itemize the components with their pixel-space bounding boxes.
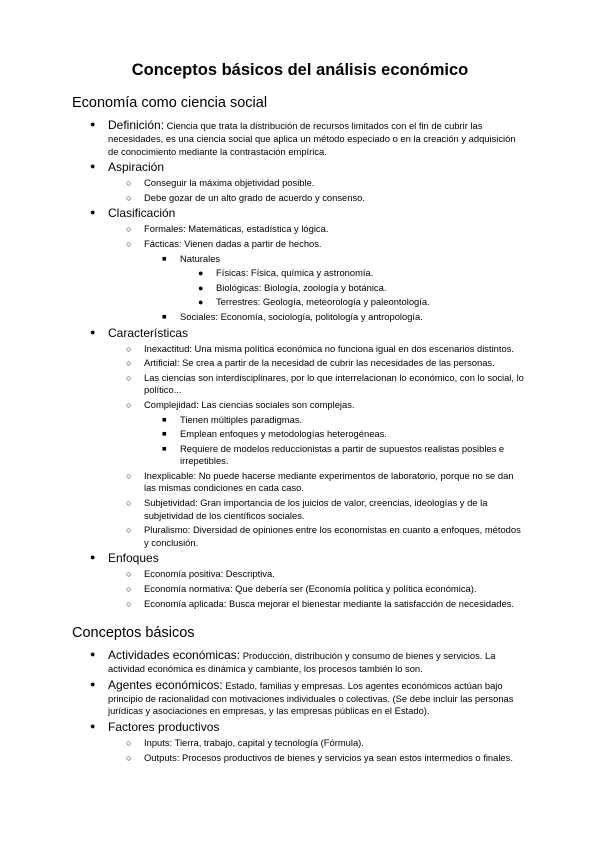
- item-text: Complejidad: Las ciencias sociales son complejas.: [144, 398, 355, 410]
- item-text: Estado, familias y empresas. Los agentes económicos actúan bajo principio de racionalidad con motivaciones individuales o colectivas. (Se debe incluir las personas jurídicas y asociaciones en empresas, y las empresas públicas en el Estado).: [108, 679, 514, 717]
- bullet-list: [72, 648, 528, 764]
- square-bullet-icon: ■: [162, 414, 167, 424]
- circle-bullet-icon: ○: [126, 569, 132, 580]
- item-text: Inexactitud: Una misma política económica no funciona igual en dos escenarios distintos.: [144, 342, 514, 354]
- item-text: Economía aplicada: Busca mejorar el bienestar mediante la satisfacción de necesidades.: [144, 597, 515, 609]
- list-item: [72, 372, 528, 397]
- list-item: [72, 568, 528, 581]
- list-item: [72, 238, 528, 251]
- list-item: [72, 720, 528, 735]
- circle-bullet-icon: ○: [126, 358, 132, 369]
- section-heading: Economía como ciencia social: [72, 95, 268, 111]
- item-text: Emplean enfoques y metodologías heterogéneas.: [180, 428, 387, 440]
- bullet-list: [72, 118, 528, 610]
- circle-bullet-icon: ○: [126, 525, 132, 536]
- square-bullet-icon: ■: [162, 429, 167, 439]
- circle-bullet-icon: ○: [126, 238, 132, 249]
- circle-bullet-icon: ○: [126, 192, 132, 203]
- circle-bullet-icon: ○: [126, 584, 132, 595]
- list-item: [72, 343, 528, 356]
- item-text: Conseguir la máxima objetividad posible.: [144, 177, 315, 189]
- disc-bullet-icon: ●: [90, 207, 96, 218]
- item-text: Requiere de modelos reduccionistas a partir de supuestos realistas posibles e irrepetibles.: [180, 442, 505, 467]
- item-text: Inputs: Tierra, trabajo, capital y tecnología (Fórmula).: [144, 737, 364, 748]
- circle-bullet-icon: ○: [126, 470, 132, 481]
- item-text: Artificial: Se crea a partir de la necesidad de cubrir las necesidades de las personas.: [144, 357, 495, 369]
- item-text: Ciencia que trata la distribución de recursos limitados con el fin de cubrir las necesidades, es una ciencia social que aplica un método especiado o en la creación y adquisición de conocimiento mediante la contrastación empírica.: [108, 120, 516, 157]
- list-item: [72, 737, 528, 750]
- list-item: [72, 470, 528, 495]
- item-text: Pluralismo: Diversidad de opiniones entre los economistas en cuanto a enfoques, métodos y conclusión.: [144, 524, 521, 548]
- item-text: Economía normativa: Que debería ser (Economía política y política económica).: [144, 583, 477, 595]
- disc-bullet-icon: ●: [90, 721, 96, 731]
- list-item: [72, 399, 528, 412]
- term-label: Factores productivos: [108, 720, 220, 734]
- list-item: [72, 524, 528, 549]
- item-text: Formales: Matemáticas, estadística y lógica.: [144, 223, 329, 235]
- circle-bullet-icon: ○: [126, 752, 132, 763]
- list-item: [72, 326, 528, 341]
- list-item: [72, 253, 528, 266]
- term-label: Definición:: [108, 118, 165, 132]
- term-label: Clasificación: [108, 206, 176, 221]
- section-heading: Conceptos básicos: [72, 625, 195, 642]
- item-text: Tienen múltiples paradigmas.: [180, 413, 303, 425]
- list-item: [72, 648, 528, 676]
- circle-bullet-icon: ○: [126, 738, 132, 748]
- disc-bullet-icon: ●: [90, 678, 96, 689]
- list-item: [72, 296, 528, 309]
- term-label: Agentes económicos:: [108, 677, 223, 692]
- circle-bullet-icon: ○: [126, 399, 132, 410]
- item-text: Subjetividad: Gran importancia de los juicios de valor, creencias, ideologías y de la subjetividad de los científicos sociales.: [144, 497, 488, 521]
- square-bullet-icon: ■: [162, 311, 167, 321]
- document-title: Conceptos básicos del análisis económico: [131, 61, 469, 79]
- list-item: [72, 678, 528, 718]
- square-bullet-icon: ■: [162, 253, 167, 263]
- list-item: [72, 551, 528, 566]
- item-text: Fácticas: Vienen dadas a partir de hechos.: [144, 237, 322, 249]
- disc-bullet-icon: ●: [90, 119, 96, 129]
- item-text: Biológicas: Biología, zoología y botánica.: [216, 281, 387, 293]
- item-text: Producción, distribución y consumo de bienes y servicios. La actividad económica es dinámica y cambiante, los procesos también lo son.: [108, 650, 496, 675]
- item-text: Inexplicable: No puede hacerse mediante experimentos de laboratorio, porque no se dan las mismas condiciones en cada caso.: [144, 469, 514, 494]
- circle-bullet-icon: ○: [126, 178, 132, 189]
- square-bullet-icon: ■: [162, 443, 167, 453]
- list-item: [72, 497, 528, 522]
- list-item: [72, 206, 528, 221]
- list-item: [72, 357, 528, 370]
- item-text: Economía positiva: Descriptiva.: [144, 568, 275, 580]
- disc-bullet-icon: ●: [198, 268, 204, 279]
- term-label: Enfoques: [108, 551, 159, 566]
- list-item: [72, 192, 528, 205]
- list-item: [72, 443, 528, 468]
- list-item: [72, 311, 528, 324]
- list-item: [72, 282, 528, 295]
- disc-bullet-icon: ●: [90, 649, 96, 660]
- item-text: Outputs: Procesos productivos de bienes y servicios ya sean estos intermedios o finales.: [144, 751, 513, 763]
- disc-bullet-icon: ●: [90, 326, 96, 337]
- list-item: [72, 223, 528, 236]
- disc-bullet-icon: ●: [90, 161, 96, 172]
- circle-bullet-icon: ○: [126, 372, 132, 383]
- circle-bullet-icon: ○: [126, 498, 132, 509]
- disc-bullet-icon: ●: [90, 552, 96, 563]
- circle-bullet-icon: ○: [126, 224, 132, 235]
- item-text: Sociales: Economía, sociología, politología y antropología.: [180, 310, 423, 322]
- term-label: Características: [108, 325, 189, 340]
- disc-bullet-icon: ●: [198, 282, 204, 293]
- disc-bullet-icon: ●: [198, 297, 204, 308]
- item-text: Las ciencias son interdisciplinares, por lo que interrelacionan lo económico, con lo social, lo político...: [144, 371, 524, 396]
- list-item: [72, 118, 528, 158]
- list-item: [72, 177, 528, 190]
- list-item: [72, 583, 528, 596]
- term-label: Aspiración: [108, 160, 165, 175]
- list-item: [72, 598, 528, 611]
- item-text: Debe gozar de un alto grado de acuerdo y consenso.: [144, 191, 365, 203]
- list-item: [72, 428, 528, 441]
- list-item: [72, 267, 528, 280]
- item-text: Terrestres: Geología, meteorología y paleontología.: [216, 296, 430, 308]
- item-text: Físicas: Física, química y astronomía.: [216, 267, 374, 279]
- list-item: [72, 414, 528, 427]
- circle-bullet-icon: ○: [126, 598, 132, 609]
- list-item: [72, 752, 528, 765]
- circle-bullet-icon: ○: [126, 343, 132, 354]
- term-label: Actividades económicas:: [108, 648, 241, 663]
- item-text: Naturales: [180, 252, 221, 264]
- list-item: [72, 160, 528, 175]
